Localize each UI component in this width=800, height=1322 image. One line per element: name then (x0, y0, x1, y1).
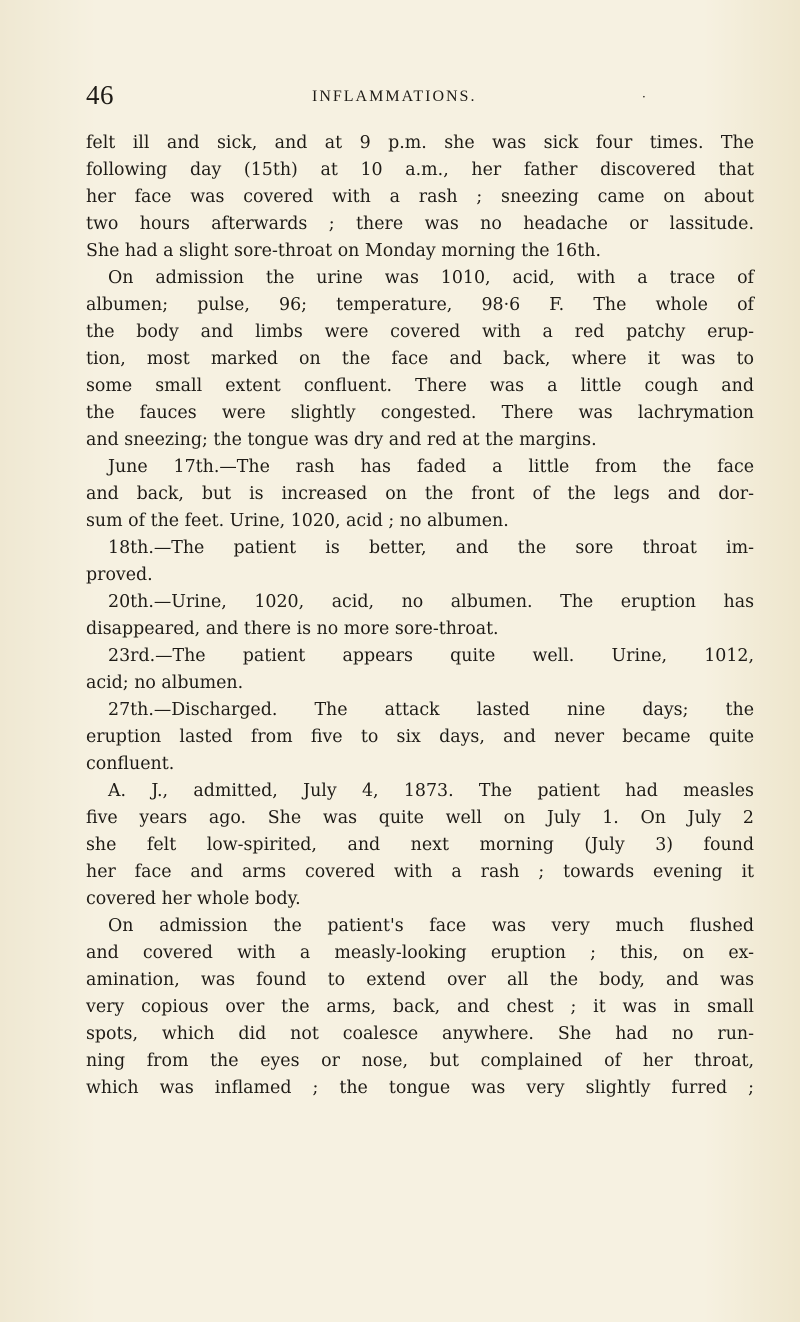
text-line: 23rd.—The patient appears quite well. Urine, 1012, (108, 646, 754, 666)
page-number: 46 (86, 80, 114, 110)
text-line: the fauces were slightly congested. There was lachrymation (86, 403, 754, 423)
text-line: confluent. (86, 754, 175, 774)
text-line: felt ill and sick, and at 9 p.m. she was sick four times. The (86, 133, 754, 153)
text-line: sum of the feet. Urine, 1020, acid ; no albumen. (86, 511, 509, 531)
text-line: On admission the patient's face was very much flushed (108, 916, 754, 936)
text-line: ning from the eyes or nose, but complained of her throat, (86, 1051, 754, 1071)
text-line: two hours afterwards ; there was no headache or lassitude. (86, 214, 754, 234)
text-line: and covered with a measly-looking eruption ; this, on ex- (86, 943, 754, 963)
text-line: proved. (86, 565, 153, 585)
text-line: her face and arms covered with a rash ; towards evening it (86, 862, 754, 882)
text-line: albumen; pulse, 96; temperature, 98·6 F. The whole of (86, 295, 754, 315)
text-line: her face was covered with a rash ; sneezing came on about (86, 187, 754, 207)
text-line: and sneezing; the tongue was dry and red at the margins. (86, 430, 597, 450)
text-line: covered her whole body. (86, 889, 301, 909)
text-line: On admission the urine was 1010, acid, with a trace of (108, 268, 754, 288)
text-line: and back, but is increased on the front of the legs and dor- (86, 484, 754, 504)
text-line: acid; no albumen. (86, 673, 244, 693)
text-line: amination, was found to extend over all the body, and was (86, 970, 754, 990)
text-line: following day (15th) at 10 a.m., her father discovered that (86, 160, 754, 180)
text-line: eruption lasted from five to six days, and never became quite (86, 727, 754, 747)
text-line: She had a slight sore-throat on Monday morning the 16th. (86, 241, 601, 261)
running-head: INFLAMMATIONS. (312, 88, 477, 105)
text-line: the body and limbs were covered with a red patchy erup- (86, 322, 754, 342)
text-line: 27th.—Discharged. The attack lasted nine days; the (108, 700, 754, 720)
text-line: 18th.—The patient is better, and the sore throat im- (108, 538, 754, 558)
page-header (86, 80, 746, 114)
text-line: disappeared, and there is no more sore-throat. (86, 619, 499, 639)
text-line: five years ago. She was quite well on July 1. On July 2 (86, 808, 754, 828)
text-line: June 17th.—The rash has faded a little from the face (108, 457, 754, 477)
text-line: tion, most marked on the face and back, where it was to (86, 349, 754, 369)
text-line: 20th.—Urine, 1020, acid, no albumen. The eruption has (108, 592, 754, 612)
text-line: which was inflamed ; the tongue was very slightly furred ; (86, 1078, 754, 1098)
text-line: she felt low-spirited, and next morning (July 3) found (86, 835, 754, 855)
text-line: very copious over the arms, back, and chest ; it was in small (86, 997, 754, 1017)
text-line: A. J., admitted, July 4, 1873. The patient had measles (108, 781, 754, 801)
text-line: some small extent confluent. There was a little cough and (86, 376, 754, 396)
text-line: spots, which did not coalesce anywhere. She had no run- (86, 1024, 754, 1044)
body-text (86, 130, 754, 1102)
header-dot: · (642, 90, 646, 104)
